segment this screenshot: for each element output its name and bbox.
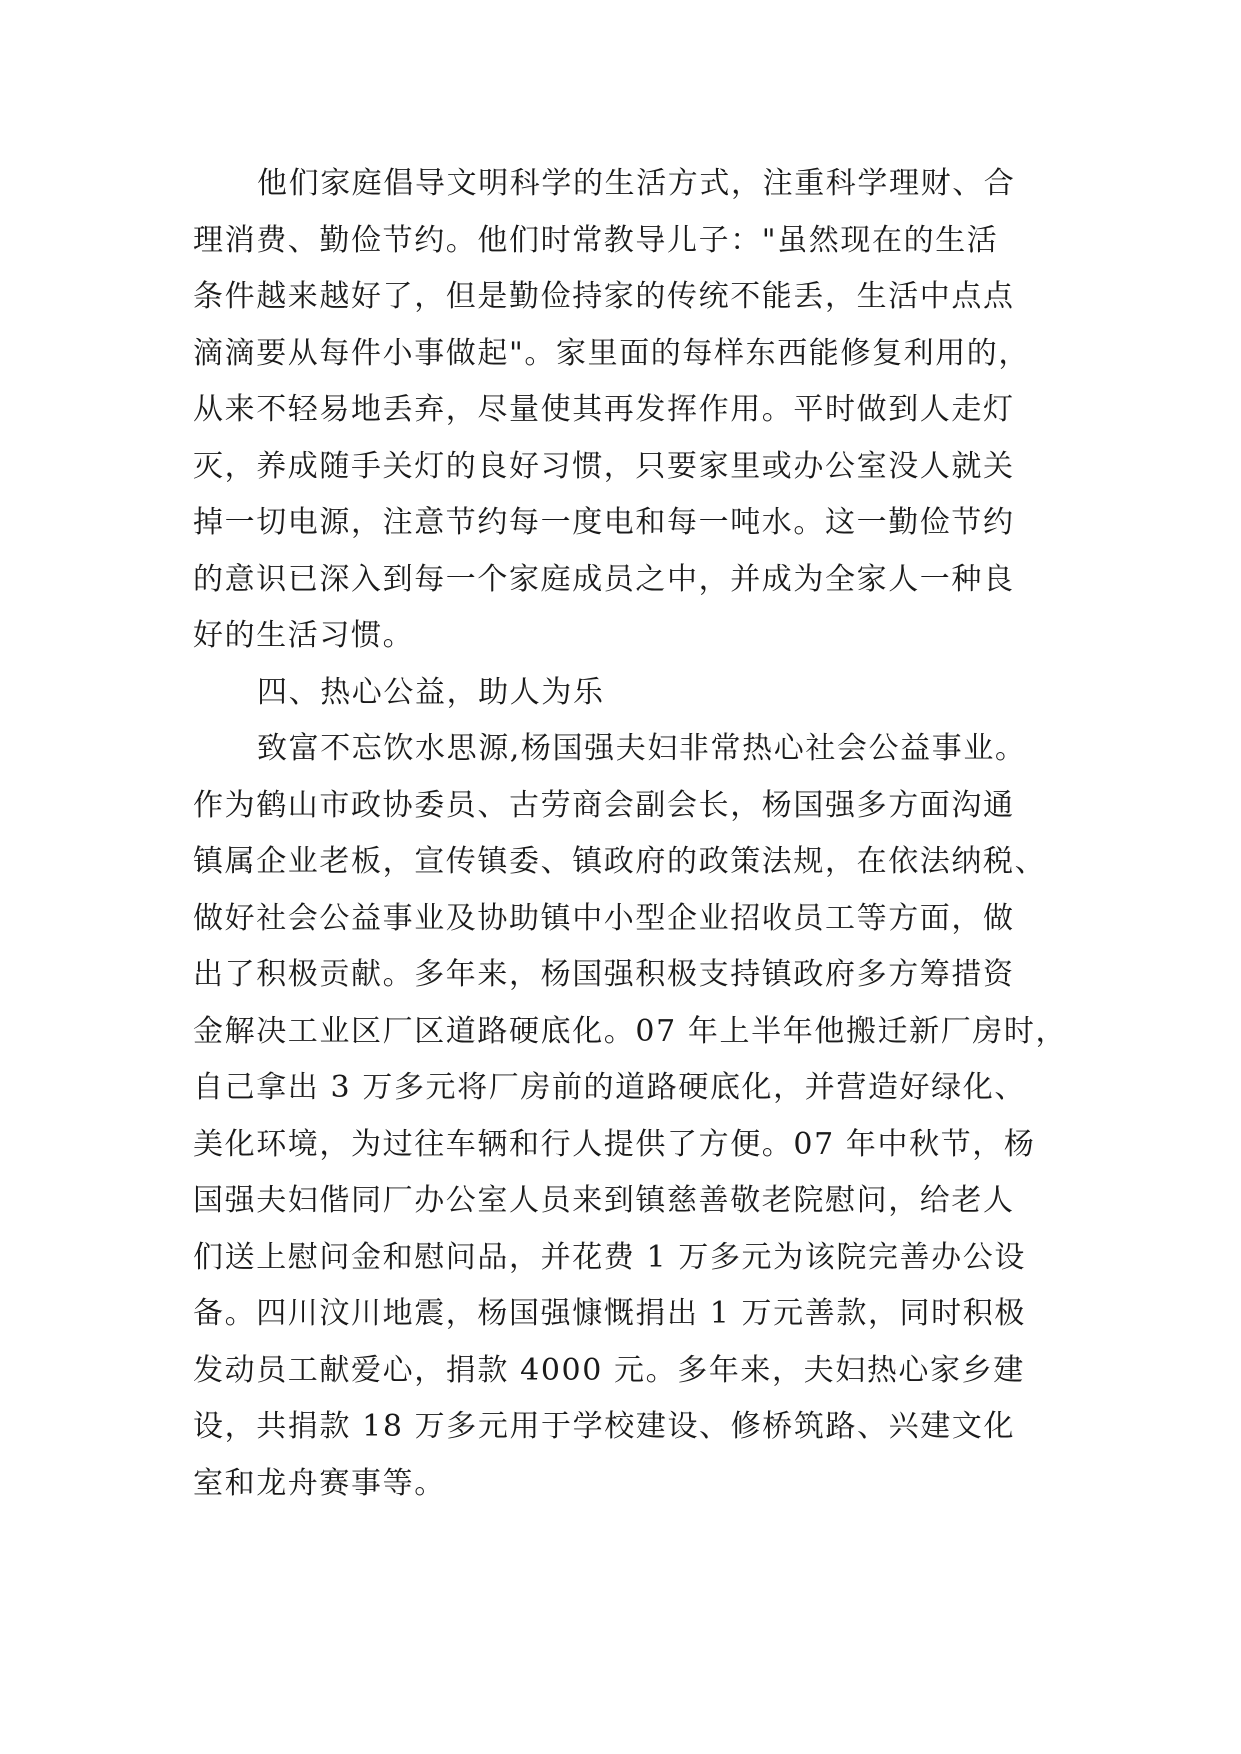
text-line: 好的生活习惯。 [193,618,415,653]
text-line: 作为鹤山市政协委员、古劳商会副会长，杨国强多方面沟通 [193,787,1015,823]
paragraph-charity [193,721,1068,1512]
document-body [193,156,1068,1512]
text-line: 室和龙舟赛事等。 [193,1465,446,1501]
section-heading-charity [193,665,1051,722]
text-line: 灭，养成随手关灯的良好习惯，只要家里或办公室没人就关 [193,448,1015,484]
text-line: 出了积极贡献。多年来，杨国强积极支持镇政府多方筹措资 [193,957,1015,992]
text-line: 设，共捐款 18 万多元用于学校建设、修桥筑路、兴建文化 [193,1409,1016,1444]
text-line: 镇属企业老板，宣传镇委、镇政府的政策法规，在依法纳税、 [193,844,1047,879]
text-line: 备。四川汶川地震，杨国强慷慨捐出 1 万元善款，同时积极 [193,1296,1026,1331]
text-line: 致富不忘饮水思源,杨国强夫妇非常热心社会公益事业。 [257,731,1027,766]
text-line: 从来不轻易地丢弃，尽量使其再发挥作用。平时做到人走灯 [193,392,1015,427]
text-line: 金解决工业区厂区道路硬底化。07 年上半年他搬迁新厂房时， [193,1013,1068,1049]
text-line: 们送上慰问金和慰问品，并花费 1 万多元为该院完善办公设 [193,1239,1026,1275]
text-line: 国强夫妇偕同厂办公室人员来到镇慈善敬老院慰问，给老人 [193,1183,1015,1218]
paragraph-frugal-lifestyle [193,156,1051,665]
text-line: 发动员工献爱心，捐款 4000 元。多年来，夫妇热心家乡建 [193,1352,1025,1388]
text-line: 做好社会公益事业及协助镇中小型企业招收员工等方面，做 [193,900,1015,936]
text-line: 美化环境，为过往车辆和行人提供了方便。07 年中秋节，杨 [193,1126,1036,1162]
text-line: 条件越来越好了，但是勤俭持家的传统不能丢，生活中点点 [193,279,1015,314]
text-line: 的意识已深入到每一个家庭成员之中，并成为全家人一种良 [193,561,1015,597]
text-line: 理消费、勤俭节约。他们时常教导儿子："虽然现在的生活 [193,222,999,258]
text-line: 滴滴要从每件小事做起"。家里面的每样东西能修复利用的， [193,335,1030,371]
section-heading-text: 四、热心公益，助人为乐 [257,674,605,710]
text-line: 他们家庭倡导文明科学的生活方式，注重科学理财、合 [257,166,1016,201]
text-line: 自己拿出 3 万多元将厂房前的道路硬底化，并营造好绿化、 [193,1070,1026,1105]
text-line: 掉一切电源，注意节约每一度电和每一吨水。这一勤俭节约 [193,505,1015,540]
